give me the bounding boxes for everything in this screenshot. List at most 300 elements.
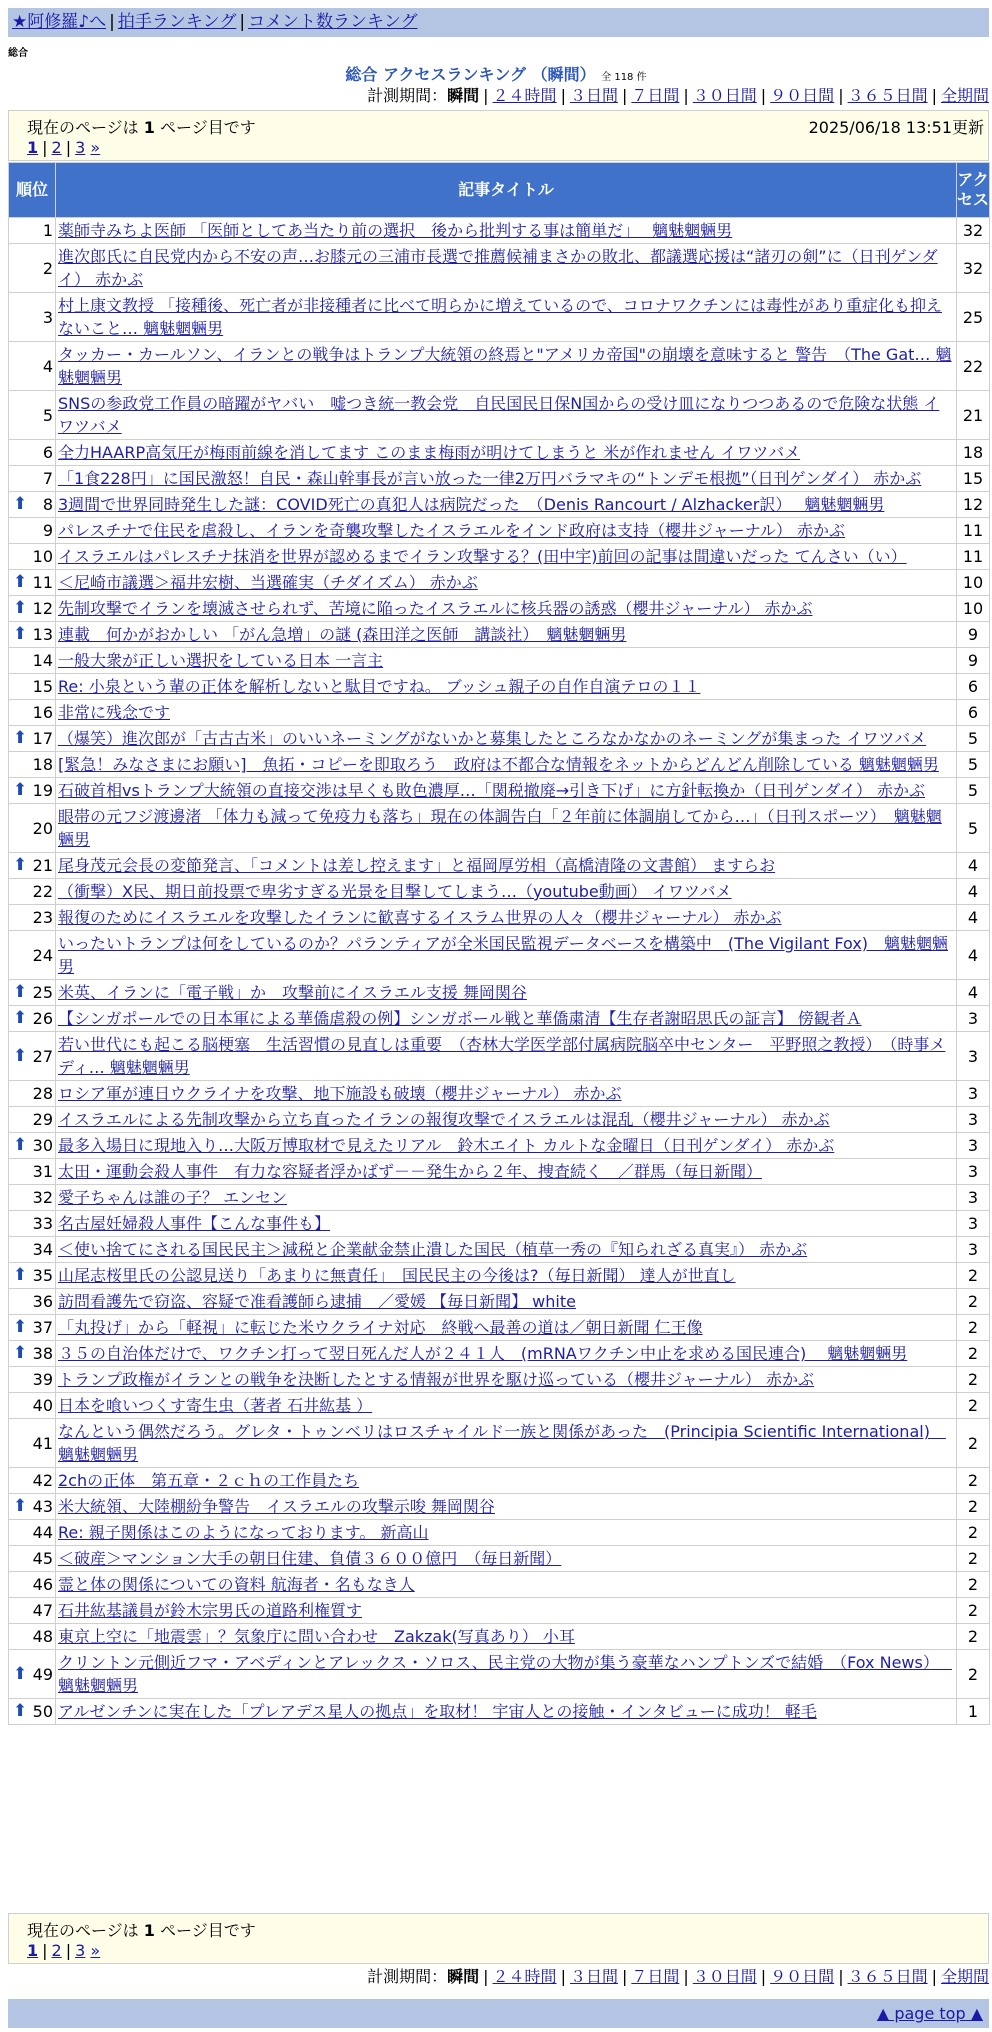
- rank-number: 9: [42, 521, 53, 540]
- title-cell: [56, 1081, 957, 1107]
- article-title-link[interactable]: Re: 親子関係はこのようになっております。 新高山: [58, 1523, 429, 1542]
- title-cell: [56, 700, 957, 726]
- period-link[interactable]: ９０日間: [770, 1967, 835, 1986]
- title-cell: [56, 1393, 957, 1419]
- access-count: 22: [957, 342, 990, 391]
- period-link[interactable]: ７日間: [631, 1967, 680, 1986]
- table-row: [9, 879, 990, 905]
- comment-ranking-link[interactable]: コメント数ランキング: [248, 12, 418, 32]
- article-title-link[interactable]: 進次郎氏に自民党内から不安の声…お膝元の三浦市長選で推薦候補まさかの敗北、都議選応援は“諸刃の剣”に（日刊ゲンダイ） 赤かぶ: [58, 247, 938, 289]
- rank-cell: [9, 1650, 56, 1699]
- table-row: [9, 391, 990, 440]
- table-row: [9, 440, 990, 466]
- rank-up-arrow-icon: ⬆: [13, 982, 28, 1002]
- table-row: [9, 1520, 990, 1546]
- table-row: [9, 518, 990, 544]
- table-row: [9, 1650, 990, 1699]
- article-title-link[interactable]: 「丸投げ」から「軽視」に転じた米ウクライナ対応 終戦へ最善の道は／朝日新聞 仁王像: [58, 1318, 703, 1337]
- separator: |: [683, 86, 689, 105]
- access-column-header: アクセス: [957, 163, 990, 218]
- article-title-link[interactable]: 【シンガポールでの日本軍による華僑虐殺の例】シンガポール戦と華僑粛清【生存者謝昭思氏の証言】 傍観者Ａ: [58, 1009, 862, 1028]
- table-row: [9, 342, 990, 391]
- separator: |: [931, 86, 937, 105]
- category-label: 総合: [8, 48, 28, 59]
- rank-number: 34: [32, 1240, 53, 1259]
- title-cell: [56, 1185, 957, 1211]
- rank-cell: [9, 1133, 56, 1159]
- table-row: [9, 1006, 990, 1032]
- page-link[interactable]: 2: [51, 1941, 62, 1960]
- period-selector-top: [367, 86, 989, 106]
- rank-up-arrow-icon: ⬆: [13, 572, 28, 592]
- article-title-link[interactable]: 最多入場日に現地入り…大阪万博取材で見えたリアル 鈴木エイト カルトな金曜日（日刊ゲンダイ） 赤かぶ: [58, 1136, 835, 1155]
- rank-number: 33: [32, 1214, 53, 1233]
- access-count: 3: [957, 1133, 990, 1159]
- separator: |: [760, 1967, 767, 1986]
- rank-number: 25: [32, 983, 53, 1002]
- article-title-link[interactable]: 非常に残念です: [58, 703, 171, 722]
- title-cell: [56, 1419, 957, 1468]
- table-row: [9, 1598, 990, 1624]
- page-link[interactable]: 1: [27, 138, 39, 157]
- access-count: 2: [957, 1289, 990, 1315]
- rank-cell: [9, 1032, 56, 1081]
- page-links: [27, 138, 100, 157]
- table-row: [9, 853, 990, 879]
- title-cell: [56, 466, 957, 492]
- title-cell: [56, 1263, 957, 1289]
- access-count: 3: [957, 1081, 990, 1107]
- article-title-link[interactable]: 山尾志桜里氏の公認見送り「あまりに無責任」 国民民主の今後は?（毎日新聞） 達人が世直し: [58, 1266, 736, 1285]
- title-cell: [56, 905, 957, 931]
- article-title-link[interactable]: 訪問看護先で窃盗、容疑で准看護師ら逮捕 ／愛媛 【毎日新聞】 white: [58, 1292, 576, 1311]
- article-title-link[interactable]: 若い世代にも起こる脳梗塞 生活習慣の見直しは重要 （杏林大学医学部付属病院脳卒中センター 平野照之教授） （時事メディ… 魑魅魍魎男: [58, 1035, 946, 1077]
- current-page-text: [27, 115, 256, 138]
- title-cell: [56, 1546, 957, 1572]
- rank-cell: [9, 544, 56, 570]
- rank-number: 45: [32, 1549, 53, 1568]
- article-title-link[interactable]: （衝撃）X民、期日前投票で卑劣すぎる光景を目撃してしまう…（youtube動画） イワツバメ: [58, 882, 732, 901]
- separator: |: [483, 86, 489, 105]
- rank-cell: [9, 778, 56, 804]
- article-title-link[interactable]: イスラエルはパレスチナ抹消を世界が認めるまでイラン攻撃する？(田中宇)前回の記事は間違いだった てんさい（い）: [58, 547, 907, 566]
- period-link[interactable]: ９０日間: [770, 86, 835, 105]
- article-title-link[interactable]: なんという偶然だろう。グレタ・トゥンベリはロスチャイルド一族と関係があった (Principia Scientific International) 魑魅魍魎男: [58, 1422, 946, 1464]
- article-title-link[interactable]: SNSの参政党工作員の暗躍がヤバい 嘘つき統一教会党 自民国民日保N国からの受け皿になりつつあるので危険な状態 イワツバメ: [58, 394, 940, 436]
- rank-number: 12: [32, 599, 53, 618]
- title-cell: [56, 648, 957, 674]
- table-row: [9, 1159, 990, 1185]
- table-row: [9, 1289, 990, 1315]
- rank-number: 38: [32, 1344, 53, 1363]
- rank-cell: [9, 804, 56, 853]
- access-count: 2: [957, 1624, 990, 1650]
- rank-number: 48: [32, 1627, 53, 1646]
- period-link[interactable]: ３日間: [569, 1967, 618, 1986]
- ranking-title: 総合 アクセスランキング （瞬間）: [345, 65, 596, 84]
- separator: |: [683, 1967, 689, 1986]
- table-row: [9, 1419, 990, 1468]
- page-link[interactable]: 3: [75, 138, 86, 157]
- article-title-link[interactable]: パレスチナで住民を虐殺し、イランを奇襲攻撃したイスラエルをインド政府は支持（櫻井ジャーナル） 赤かぶ: [58, 521, 846, 540]
- table-row: [9, 1699, 990, 1725]
- top-nav: ★阿修羅♪へ | 拍手ランキング | コメント数ランキング: [8, 8, 989, 37]
- rank-cell: [9, 492, 56, 518]
- table-row: [9, 1393, 990, 1419]
- rank-cell: [9, 1494, 56, 1520]
- rank-cell: [9, 1211, 56, 1237]
- rank-cell: [9, 1546, 56, 1572]
- article-title-link[interactable]: タッカー・カールソン、イランとの戦争はトランプ大統領の終焉と"アメリカ帝国"の崩壊を意味すると 警告 （The Gat… 魑魅魍魎男: [58, 345, 952, 387]
- access-count: 10: [957, 596, 990, 622]
- period-current: 瞬間: [447, 86, 480, 105]
- current-page-text: [27, 1918, 256, 1941]
- access-count: 10: [957, 570, 990, 596]
- rank-number: 32: [32, 1188, 53, 1207]
- table-row: [9, 1032, 990, 1081]
- article-title-link[interactable]: 2chの正体 第五章・２ｃｈの工作員たち: [58, 1471, 360, 1490]
- table-row: [9, 466, 990, 492]
- title-cell: [56, 570, 957, 596]
- title-cell: [56, 596, 957, 622]
- separator: |: [65, 1941, 72, 1960]
- rank-cell: [9, 440, 56, 466]
- separator: |: [838, 1967, 844, 1986]
- period-link[interactable]: ２４時間: [492, 1967, 557, 1986]
- title-cell: [56, 726, 957, 752]
- access-count: 3: [957, 1006, 990, 1032]
- rank-cell: [9, 622, 56, 648]
- title-cell: [56, 931, 957, 980]
- access-count: 2: [957, 1315, 990, 1341]
- period-link[interactable]: ３６５日間: [847, 1967, 928, 1986]
- next-page-link[interactable]: »: [90, 138, 101, 157]
- period-link[interactable]: ３０日間: [692, 86, 757, 105]
- table-row: [9, 1185, 990, 1211]
- rank-up-arrow-icon: ⬆: [13, 1663, 28, 1684]
- access-count: 2: [957, 1341, 990, 1367]
- article-title-link[interactable]: 太田・運動会殺人事件 有力な容疑者浮かばず－－発生から２年、捜査続く ／群馬（毎日新聞）: [58, 1162, 763, 1181]
- period-link[interactable]: 全期間: [940, 1967, 989, 1986]
- separator: |: [560, 1967, 566, 1986]
- next-page-link[interactable]: »: [90, 1941, 101, 1960]
- access-count: 3: [957, 1032, 990, 1081]
- rank-up-arrow-icon: ⬆: [13, 1265, 28, 1285]
- article-title-link[interactable]: 村上康文教授 「接種後、死亡者が非接種者に比べて明らかに増えているので、コロナワクチンには毒性があり重症化も抑えないこと… 魑魅魍魎男: [58, 296, 942, 338]
- rank-up-arrow-icon: ⬆: [13, 1343, 28, 1363]
- access-count: 5: [957, 726, 990, 752]
- period-link[interactable]: ３６５日間: [847, 86, 928, 105]
- article-title-link[interactable]: 眼帯の元フジ渡邊渚 「体力も減って免疫力も落ち」現在の体調告白「２年前に体調崩してから…」（日刊スポーツ） 魑魅魍魎男: [58, 807, 942, 849]
- article-title-link[interactable]: 3週間で世界同時発生した謎：COVID死亡の真犯人は病院だった （Denis Rancourt / Alzhacker訳） 魑魅魍魎男: [58, 495, 885, 514]
- rank-number: 31: [32, 1162, 53, 1181]
- rank-number: 41: [32, 1433, 53, 1453]
- table-row: [9, 570, 990, 596]
- table-row: [9, 1341, 990, 1367]
- page-link[interactable]: 2: [51, 138, 62, 157]
- page-title: [0, 62, 992, 85]
- title-cell: [56, 622, 957, 648]
- access-count: 6: [957, 674, 990, 700]
- rank-up-arrow-icon: ⬆: [13, 624, 28, 644]
- pager-top: [8, 110, 989, 161]
- rank-up-arrow-icon: ⬆: [13, 1701, 28, 1721]
- rank-cell: [9, 1315, 56, 1341]
- title-cell: [56, 1237, 957, 1263]
- rank-cell: [9, 1185, 56, 1211]
- separator: |: [621, 86, 628, 105]
- title-cell: [56, 1315, 957, 1341]
- access-count: 2: [957, 1367, 990, 1393]
- title-cell: [56, 518, 957, 544]
- article-title-link[interactable]: 霊と体の関係についての資料 航海者・名もなき人: [58, 1575, 415, 1594]
- period-link[interactable]: ３日間: [569, 86, 618, 105]
- rank-number: 8: [42, 495, 53, 514]
- article-title-link[interactable]: いったいトランプは何をしているのか？パランティアが全米国民監視データベースを構築中 (The Vigilant Fox) 魑魅魍魎男: [58, 934, 949, 976]
- rank-column-header: 順位: [9, 163, 56, 218]
- table-row: [9, 980, 990, 1006]
- access-count: 9: [957, 622, 990, 648]
- ranking-table: [8, 162, 990, 1725]
- title-cell: [56, 1289, 957, 1315]
- period-link[interactable]: ２４時間: [492, 86, 557, 105]
- rank-cell: [9, 1263, 56, 1289]
- period-link[interactable]: 全期間: [940, 86, 989, 105]
- separator: |: [42, 1941, 48, 1960]
- access-count: 4: [957, 980, 990, 1006]
- access-count: 4: [957, 905, 990, 931]
- table-row: [9, 1263, 990, 1289]
- table-row: [9, 726, 990, 752]
- article-title-link[interactable]: 米大統領、大陸棚紛争警告 イスラエルの攻撃示唆 舞岡関谷: [58, 1497, 495, 1516]
- rank-up-arrow-icon: ⬆: [13, 728, 28, 748]
- article-title-link[interactable]: 一般大衆が正しい選択をしている日本 一言主: [58, 651, 384, 670]
- article-title-link[interactable]: ＜尼崎市議選＞福井宏樹、当選確実（チダイズム） 赤かぶ: [58, 573, 478, 592]
- rank-cell: [9, 391, 56, 440]
- article-title-link[interactable]: 薬師寺みちよ医師 「医師としてあ当たり前の選択 後から批判する事は簡単だ」 魑魅魍魎男: [58, 221, 733, 240]
- rank-number: 6: [42, 443, 53, 462]
- period-link[interactable]: ７日間: [631, 86, 680, 105]
- article-title-link[interactable]: ＜破産＞マンション大手の朝日住建、負債３６００億円 （毎日新聞）: [58, 1549, 562, 1568]
- access-count: 11: [957, 518, 990, 544]
- article-title-link[interactable]: Re: 小泉という輩の正体を解析しないと駄目ですね。 ブッシュ親子の自作自演テロの１１: [58, 677, 701, 696]
- rank-number: 50: [32, 1702, 53, 1721]
- rank-cell: [9, 879, 56, 905]
- table-row: [9, 1133, 990, 1159]
- clap-ranking-link[interactable]: 拍手ランキング: [117, 12, 237, 32]
- rank-number: 15: [32, 677, 53, 696]
- title-cell: [56, 1006, 957, 1032]
- table-row: [9, 1107, 990, 1133]
- separator: |: [560, 86, 566, 105]
- title-cell: [56, 1572, 957, 1598]
- rank-cell: [9, 1107, 56, 1133]
- rank-number: 4: [42, 356, 53, 376]
- separator: |: [42, 138, 48, 157]
- article-title-link[interactable]: トランプ政権がイランとの戦争を決断したとする情報が世界を駆け巡っている（櫻井ジャーナル） 赤かぶ: [58, 1370, 814, 1389]
- rank-cell: [9, 1598, 56, 1624]
- rank-up-arrow-icon: ⬆: [13, 1045, 28, 1066]
- table-row: [9, 674, 990, 700]
- rank-number: 23: [32, 908, 53, 927]
- table-row: [9, 1367, 990, 1393]
- access-count: 2: [957, 1494, 990, 1520]
- article-title-link[interactable]: 愛子ちゃんは誰の子？ エンセン: [58, 1188, 288, 1207]
- article-title-link[interactable]: 連載 何かがおかしい 「がん急増」の謎 (森田洋之医師 講談社） 魑魅魍魎男: [58, 625, 627, 644]
- footer-bar: [8, 1999, 989, 2028]
- access-count: 2: [957, 1419, 990, 1468]
- access-count: 4: [957, 931, 990, 980]
- title-cell: [56, 980, 957, 1006]
- title-cell: [56, 244, 957, 293]
- rank-cell: [9, 1341, 56, 1367]
- article-title-link[interactable]: 石井紘基議員が鈴木宗男氏の道路利権質す: [58, 1601, 363, 1620]
- table-row: [9, 1546, 990, 1572]
- rank-up-arrow-icon: ⬆: [13, 1135, 28, 1155]
- table-row: [9, 622, 990, 648]
- article-title-link[interactable]: クリントン元側近フマ・アベディンとアレックス・ソロス、民主党の大物が集う豪華なハンプトンズで結婚 （Fox News） 魑魅魍魎男: [58, 1653, 952, 1695]
- title-column-header: 記事タイトル: [56, 163, 957, 218]
- table-row: [9, 1468, 990, 1494]
- pager-bottom: [8, 1913, 989, 1964]
- rank-cell: [9, 1237, 56, 1263]
- separator: |: [838, 86, 844, 105]
- title-cell: [56, 1107, 957, 1133]
- rank-number: 46: [32, 1575, 53, 1594]
- current-page-number: 1: [143, 118, 155, 137]
- period-selector-bottom: [367, 1967, 989, 1987]
- title-cell: [56, 853, 957, 879]
- rank-cell: [9, 980, 56, 1006]
- rank-cell: [9, 1624, 56, 1650]
- article-title-link[interactable]: イスラエルによる先制攻撃から立ち直ったイランの報復攻撃でイスラエルは混乱（櫻井ジャーナル） 赤かぶ: [58, 1110, 830, 1129]
- article-title-link[interactable]: 石破首相vsトランプ大統領の直接交渉は早くも敗色濃厚…「関税撤廃→引き下げ」に方針転換か（日刊ゲンダイ） 赤かぶ: [58, 781, 926, 800]
- title-cell: [56, 440, 957, 466]
- rank-number: 1: [42, 221, 53, 240]
- rank-cell: [9, 1367, 56, 1393]
- title-cell: [56, 1032, 957, 1081]
- article-title-link[interactable]: （爆笑）進次郎が「古古古米」のいいネーミングがないかと募集したところなかなかのネーミングが集まった イワツバメ: [58, 729, 927, 748]
- article-title-link[interactable]: 名古屋妊婦殺人事件【こんな事件も】: [58, 1214, 331, 1233]
- table-row: [9, 648, 990, 674]
- title-cell: [56, 752, 957, 778]
- current-page-prefix: 現在のページは: [27, 1921, 139, 1940]
- rank-number: 2: [42, 258, 53, 278]
- table-row: [9, 778, 990, 804]
- rank-cell: [9, 596, 56, 622]
- title-cell: [56, 1133, 957, 1159]
- article-title-link[interactable]: [緊急！みなさまにお願い] 魚拓・コピーを即取ろう 政府は不都合な情報をネットからどんどん削除している 魑魅魍魎男: [58, 755, 939, 774]
- article-title-link[interactable]: 報復のためにイスラエルを攻撃したイランに歓喜するイスラム世界の人々（櫻井ジャーナル） 赤かぶ: [58, 908, 782, 927]
- period-label: 計測期間：: [367, 1967, 448, 1986]
- access-count: 5: [957, 752, 990, 778]
- table-row: [9, 1572, 990, 1598]
- period-link[interactable]: ３０日間: [692, 1967, 757, 1986]
- access-count: 11: [957, 544, 990, 570]
- rank-number: 5: [42, 405, 53, 425]
- access-count: 2: [957, 1520, 990, 1546]
- separator: |: [931, 1967, 937, 1986]
- rank-cell: [9, 570, 56, 596]
- access-count: 32: [957, 244, 990, 293]
- rank-up-arrow-icon: ⬆: [13, 855, 28, 875]
- access-count: 2: [957, 1393, 990, 1419]
- table-row: [9, 1624, 990, 1650]
- table-row: [9, 596, 990, 622]
- separator: |: [760, 86, 767, 105]
- rank-up-arrow-icon: ⬆: [13, 1496, 28, 1516]
- rank-number: 29: [32, 1110, 53, 1129]
- title-cell: [56, 1159, 957, 1185]
- access-count: 12: [957, 492, 990, 518]
- rank-number: 13: [32, 625, 53, 644]
- page-top-link[interactable]: ▲ page top ▲: [876, 2004, 983, 2023]
- rank-number: 47: [32, 1601, 53, 1620]
- rank-cell: [9, 466, 56, 492]
- ranking-rows: [9, 218, 990, 1725]
- table-row: [9, 905, 990, 931]
- article-title-link[interactable]: 米英、イランに「電子戦」か 攻撃前にイスラエル支援 舞岡関谷: [58, 983, 527, 1002]
- title-cell: [56, 492, 957, 518]
- access-count: 4: [957, 853, 990, 879]
- article-title-link[interactable]: ＜使い捨てにされる国民民主＞減税と企業献金禁止潰した国民（植草一秀の『知られざる真実』） 赤かぶ: [58, 1240, 808, 1259]
- rank-number: 24: [32, 945, 53, 965]
- access-count: 6: [957, 700, 990, 726]
- access-count: 3: [957, 1237, 990, 1263]
- article-title-link[interactable]: ３５の自治体だけで、ワクチン打って翌日死んだ人が２４１人 (mRNAワクチン中止を求める国民連合) 魑魅魍魎男: [58, 1344, 908, 1363]
- rank-number: 19: [32, 781, 53, 800]
- article-title-link[interactable]: 日本を喰いつくす寄生虫（著者 石井紘基 ）: [58, 1396, 373, 1415]
- rank-cell: [9, 342, 56, 391]
- access-count: 1: [957, 1699, 990, 1725]
- page-link[interactable]: 1: [27, 1941, 39, 1960]
- article-title-link[interactable]: 「1食228円」に国民激怒！自民・森山幹事長が言い放った一律2万円バラマキの“トンデモ根拠”（日刊ゲンダイ） 赤かぶ: [58, 469, 922, 488]
- access-count: 15: [957, 466, 990, 492]
- rank-cell: [9, 700, 56, 726]
- article-title-link[interactable]: 東京上空に「地震雲」？気象庁に問い合わせ Zakzak(写真あり） 小耳: [58, 1627, 575, 1646]
- article-title-link[interactable]: 尾身茂元会長の変節発言、「コメントは差し控えます」と福岡厚労相（高橋清隆の文書館） ますらお: [58, 856, 776, 875]
- rank-number: 18: [32, 755, 53, 774]
- rank-up-arrow-icon: ⬆: [13, 780, 28, 800]
- article-title-link[interactable]: アルゼンチンに実在した「プレアデス星人の拠点」を取材！ 宇宙人との接触・インタビューに成功！ 軽毛: [58, 1702, 817, 1721]
- updated-timestamp: 2025/06/18 13:51更新: [808, 118, 984, 137]
- rank-up-arrow-icon: ⬆: [13, 494, 28, 514]
- rank-cell: [9, 674, 56, 700]
- rank-number: 35: [32, 1266, 53, 1285]
- rank-number: 40: [32, 1396, 53, 1415]
- access-count: 9: [957, 648, 990, 674]
- access-count: 4: [957, 879, 990, 905]
- rank-number: 36: [32, 1292, 53, 1311]
- article-title-link[interactable]: ロシア軍が連日ウクライナを攻撃、地下施設も破壊（櫻井ジャーナル） 赤かぶ: [58, 1084, 622, 1103]
- article-title-link[interactable]: 先制攻撃でイランを壊滅させられず、苦境に陥ったイスラエルに核兵器の誘惑（櫻井ジャーナル） 赤かぶ: [58, 599, 813, 618]
- rank-cell: [9, 1699, 56, 1725]
- table-row: [9, 700, 990, 726]
- rank-number: 20: [32, 818, 53, 838]
- home-link[interactable]: ★阿修羅♪へ: [12, 12, 107, 32]
- rank-number: 21: [32, 856, 53, 875]
- article-title-link[interactable]: 全力HAARP高気圧が梅雨前線を消してます このまま梅雨が明けてしまうと 米が作れません イワツバメ: [58, 443, 801, 462]
- current-page-prefix: 現在のページは: [27, 118, 139, 137]
- page-link[interactable]: 3: [75, 1941, 86, 1960]
- access-count: 2: [957, 1598, 990, 1624]
- title-cell: [56, 1341, 957, 1367]
- title-cell: [56, 293, 957, 342]
- access-count: 25: [957, 293, 990, 342]
- rank-number: 37: [32, 1318, 53, 1337]
- table-row: [9, 244, 990, 293]
- rank-number: 22: [32, 882, 53, 901]
